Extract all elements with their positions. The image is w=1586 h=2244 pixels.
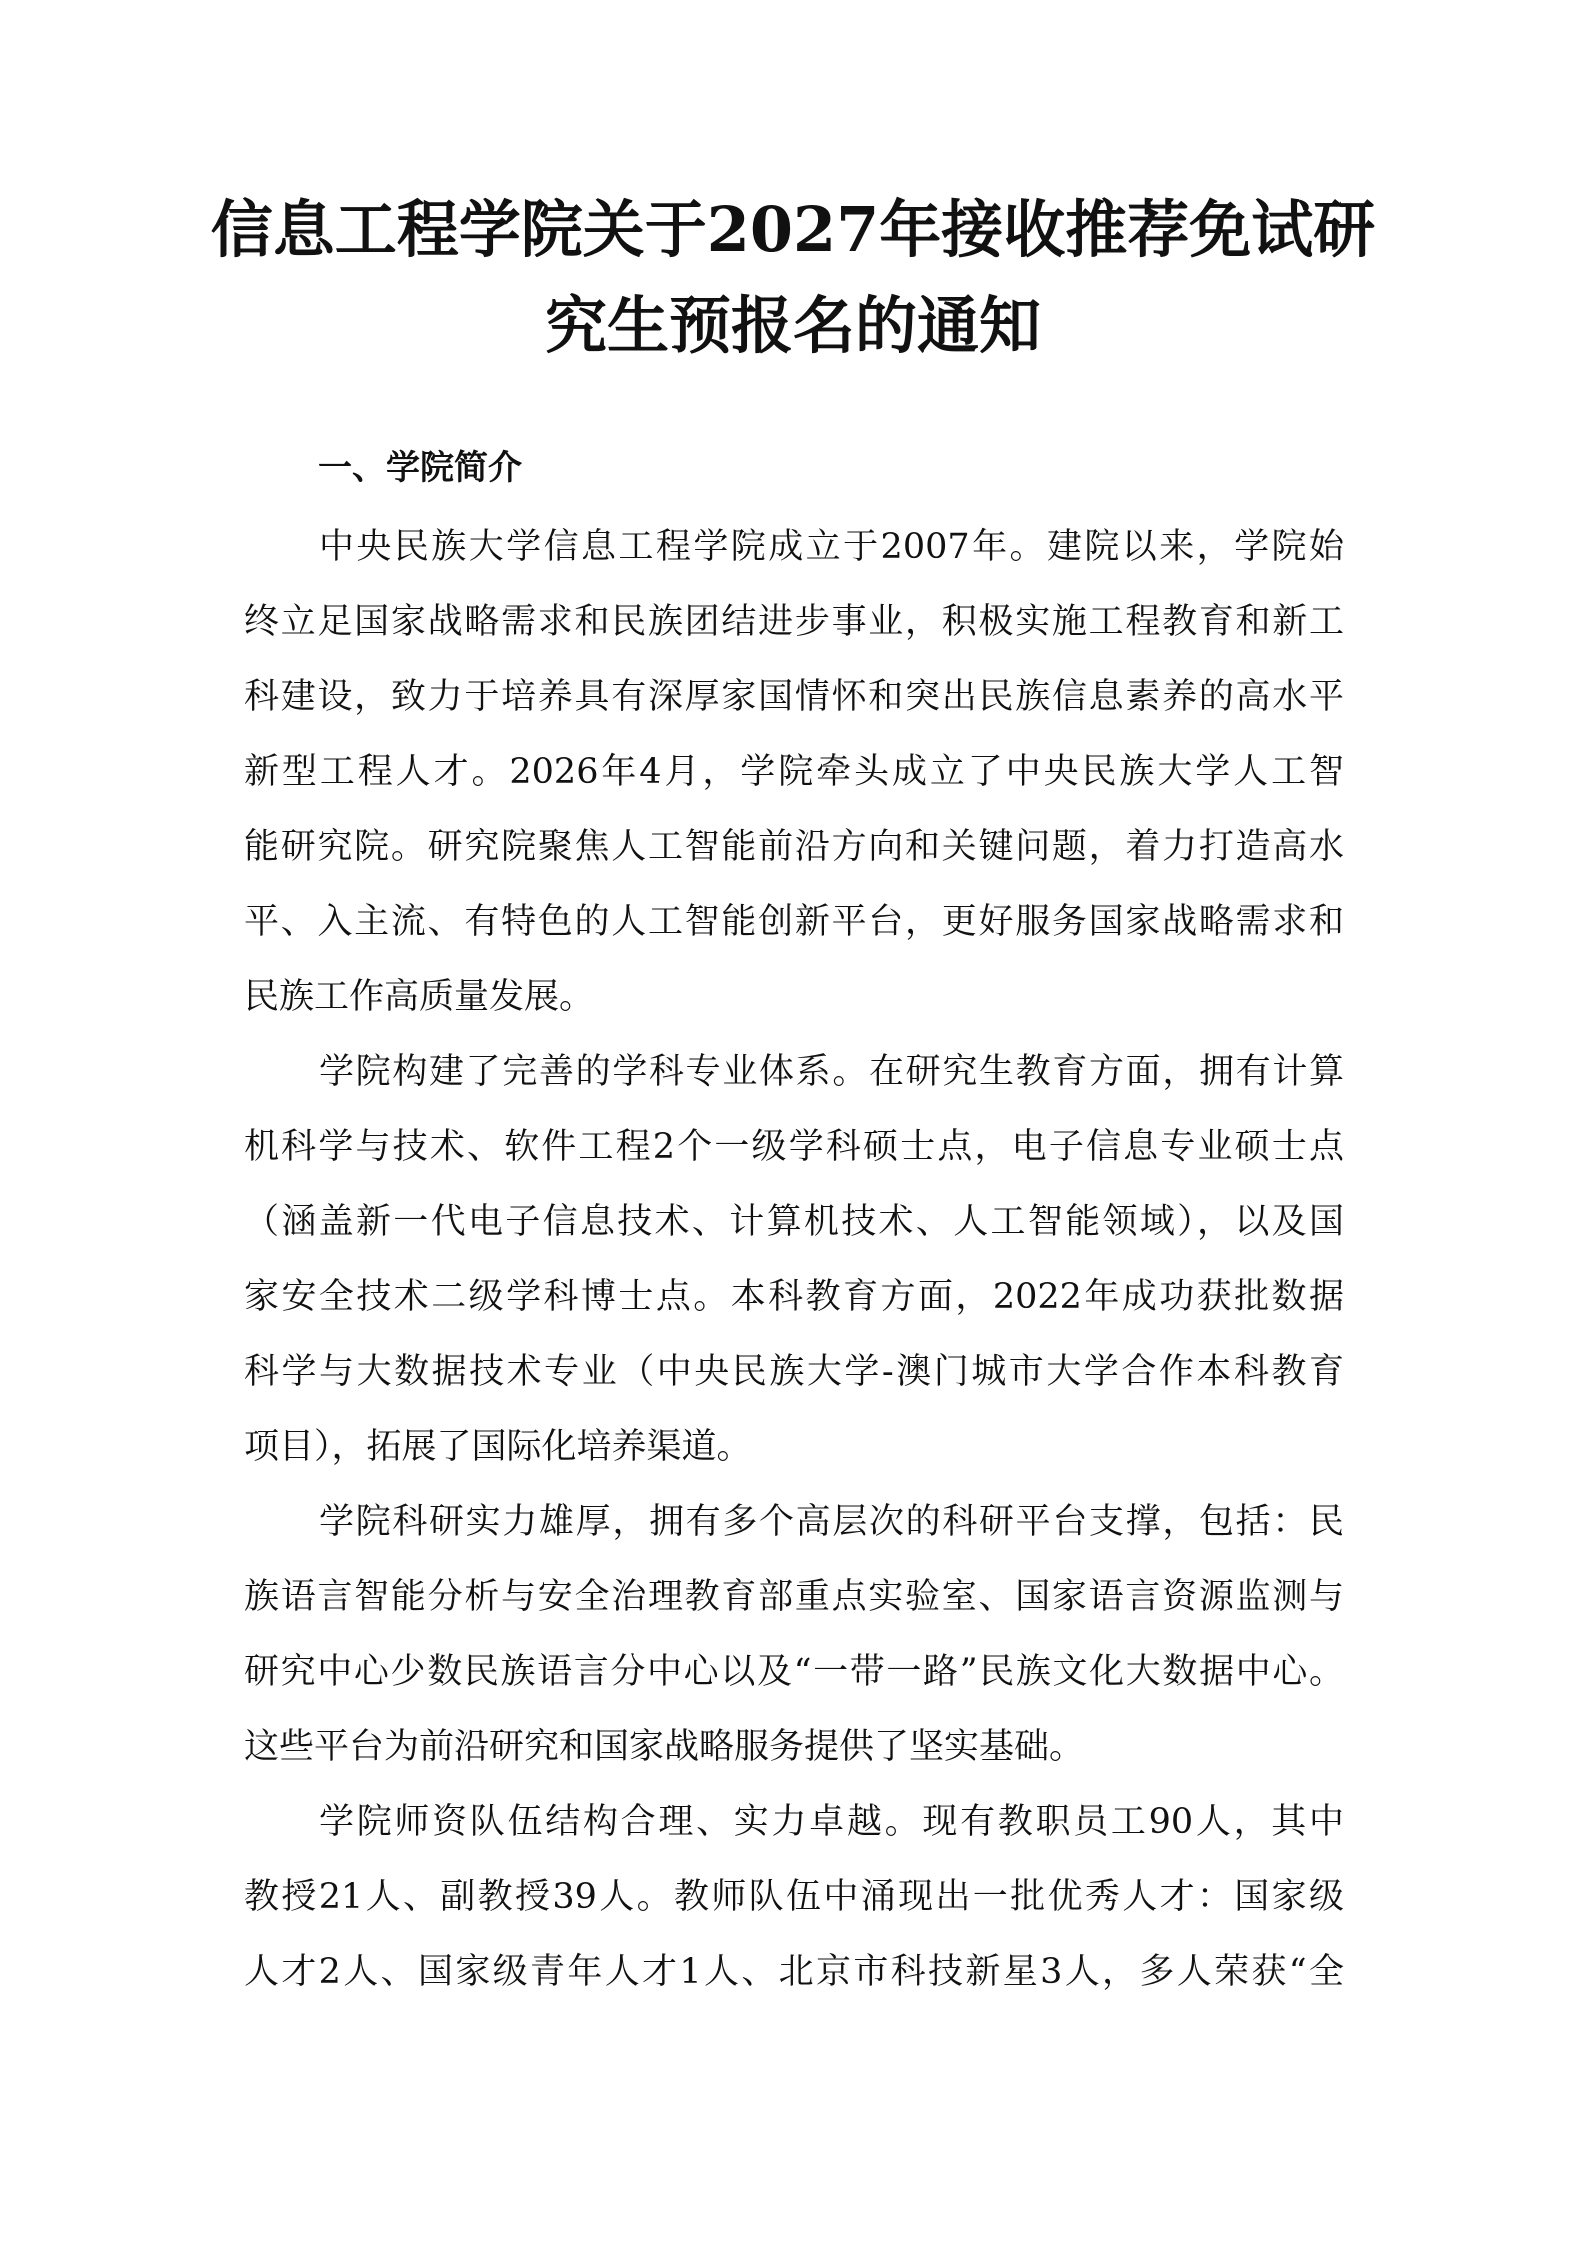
paragraph-line: 学院科研实力雄厚，拥有多个高层次的科研平台支撑，包括：民 [319,1502,1344,1542]
section-heading: 一、学院简介 [318,448,522,488]
title-line-1: 信息工程学院关于2027年接收推荐免试研 [210,193,1376,266]
paragraph-4 [244,1785,1344,2010]
paragraph-line: 机科学与技术、软件工程2个一级学科硕士点，电子信息专业硕士点 [244,1127,1344,1167]
paragraph-line: 民族工作高质量发展。 [244,977,595,1017]
paragraph-line: 学院师资队伍结构合理、实力卓越。现有教职员工90人，其中 [319,1802,1344,1842]
title-line-2: 究生预报名的通知 [544,289,1041,362]
paragraph-line: 中央民族大学信息工程学院成立于2007年。建院以来，学院始 [319,527,1344,567]
paragraph-line: 科学与大数据技术专业（中央民族大学-澳门城市大学合作本科教育 [244,1352,1344,1392]
paragraph-line: 家安全技术二级学科博士点。本科教育方面，2022年成功获批数据 [244,1277,1344,1317]
paragraph-line: 学院构建了完善的学科专业体系。在研究生教育方面，拥有计算 [319,1052,1344,1092]
paragraph-line: 平、入主流、有特色的人工智能创新平台，更好服务国家战略需求和 [244,902,1344,942]
paragraph-3 [244,1485,1344,1785]
paragraph-line: 教授21人、副教授39人。教师队伍中涌现出一批优秀人才：国家级 [244,1877,1344,1917]
paragraph-line: 这些平台为前沿研究和国家战略服务提供了坚实基础。 [244,1727,1085,1767]
paragraph-line: 终立足国家战略需求和民族团结进步事业，积极实施工程教育和新工 [244,602,1344,642]
paragraph-line: （涵盖新一代电子信息技术、计算机技术、人工智能领域），以及国 [244,1202,1344,1242]
document-body [244,510,1344,2010]
paragraph-line: 人才2人、国家级青年人才1人、北京市科技新星3人，多人荣获“全 [244,1952,1344,1992]
paragraph-line: 研究中心少数民族语言分中心以及“一带一路”民族文化大数据中心。 [244,1652,1344,1692]
paragraph-line: 科建设，致力于培养具有深厚家国情怀和突出民族信息素养的高水平 [244,677,1344,717]
paragraph-2 [244,1035,1344,1485]
paragraph-line: 能研究院。研究院聚焦人工智能前沿方向和关键问题，着力打造高水 [244,827,1344,867]
paragraph-line: 项目），拓展了国际化培养渠道。 [244,1427,752,1467]
paragraph-line: 族语言智能分析与安全治理教育部重点实验室、国家语言资源监测与 [244,1577,1344,1617]
paragraph-line: 新型工程人才。2026年4月，学院牵头成立了中央民族大学人工智 [244,752,1344,792]
document-title [180,182,1406,374]
paragraph-1 [244,510,1344,1035]
